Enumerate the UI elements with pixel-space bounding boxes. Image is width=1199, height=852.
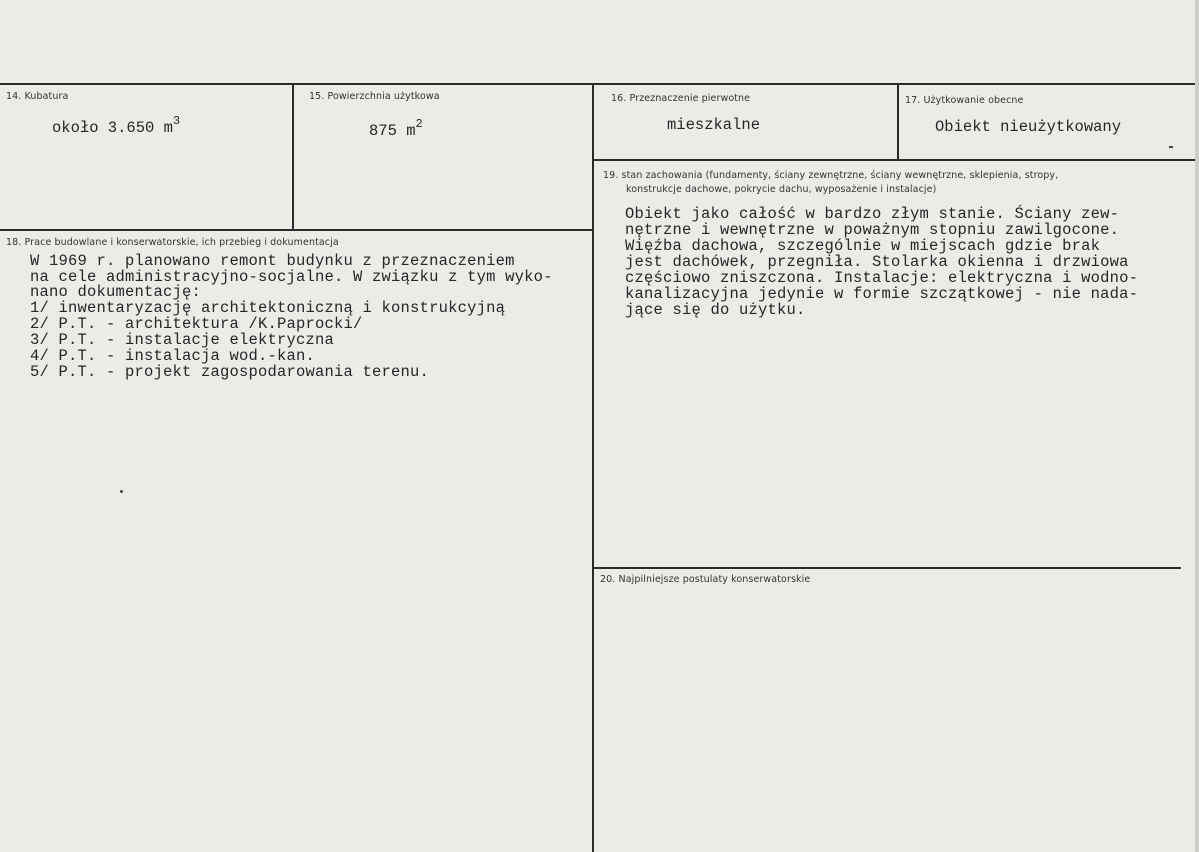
- field-16-value: mieszkalne: [667, 116, 761, 134]
- field-18-line: 3/ P.T. - instalacje elektryczna: [30, 331, 335, 349]
- card-edge: [1195, 0, 1199, 852]
- field-19-line: jące się do użytku.: [625, 301, 806, 319]
- paper-speck: [1169, 146, 1173, 148]
- field-20-label: 20. Najpilniejsze postulaty konserwatorskie: [600, 574, 811, 585]
- field-18-line: 4/ P.T. - instalacja wod.-kan.: [30, 347, 316, 365]
- rule-under-14-15: [0, 229, 593, 231]
- field-14-value: [52, 116, 180, 137]
- field-18-line: 5/ P.T. - projekt zagospodarowania terenu.: [30, 363, 430, 381]
- field-17-label: 17. Użytkowanie obecne: [905, 95, 1024, 106]
- field-19-line: częściowo zniszczona. Instalacje: elektryczna i wodno-: [625, 269, 1139, 287]
- field-16-label: 16. Przeznaczenie pierwotne: [611, 93, 751, 104]
- rule-under-16-17: [593, 159, 1195, 161]
- field-19-line: kanalizacyjna jedynie w formie szczątkowej - nie nada-: [625, 285, 1139, 303]
- field-19-line: Obiekt jako całość w bardzo złym stanie. Ściany zew-: [625, 205, 1120, 223]
- field-19-line: nętrzne i wewnętrzne w poważnym stopniu zawilgocone.: [625, 221, 1120, 239]
- field-14-unit-exponent: 3: [172, 114, 181, 128]
- divider-14-15: [292, 84, 294, 230]
- rule-above-20: [593, 567, 1181, 569]
- field-18-line: 1/ inwentaryzację architektoniczną i konstrukcyjną: [30, 299, 506, 317]
- top-rule: [0, 83, 1195, 85]
- field-15-unit-exponent: 2: [415, 117, 423, 131]
- field-18-line: W 1969 r. planowano remont budynku z przeznaczeniem: [30, 252, 515, 270]
- field-17-value: Obiekt nieużytkowany: [935, 118, 1122, 136]
- field-19-label-line1: 19. stan zachowania (fundamenty, ściany zewnętrzne, ściany wewnętrzne, sklepienia, stropy,: [603, 170, 1059, 181]
- field-19-line: jest dachówek, przegniła. Stolarka okienna i drzwiowa: [625, 253, 1129, 271]
- divider-16-17: [897, 84, 899, 160]
- center-divider: [592, 84, 594, 852]
- field-19-label-line2: konstrukcje dachowe, pokrycie dachu, wyposażenie i instalacje): [626, 184, 937, 195]
- field-18-line: nano dokumentację:: [30, 283, 202, 301]
- field-18-line: na cele administracyjno-socjalne. W związku z tym wyko-: [30, 268, 553, 286]
- field-18-line: 2/ P.T. - architektura /K.Paprocki/: [30, 315, 363, 333]
- field-14-value-text: około 3.650 m: [52, 119, 173, 138]
- paper-speck: [120, 490, 123, 493]
- field-15-value-text: 875 m: [369, 122, 416, 141]
- field-15-value: [369, 119, 423, 140]
- field-15-label: 15. Powierzchnia użytkowa: [309, 91, 440, 102]
- field-19-line: Więźba dachowa, szczególnie w miejscach gdzie brak: [625, 237, 1101, 255]
- field-18-label: 18. Prace budowlane i konserwatorskie, ich przebieg i dokumentacja: [6, 237, 339, 248]
- field-14-label: 14. Kubatura: [6, 91, 69, 102]
